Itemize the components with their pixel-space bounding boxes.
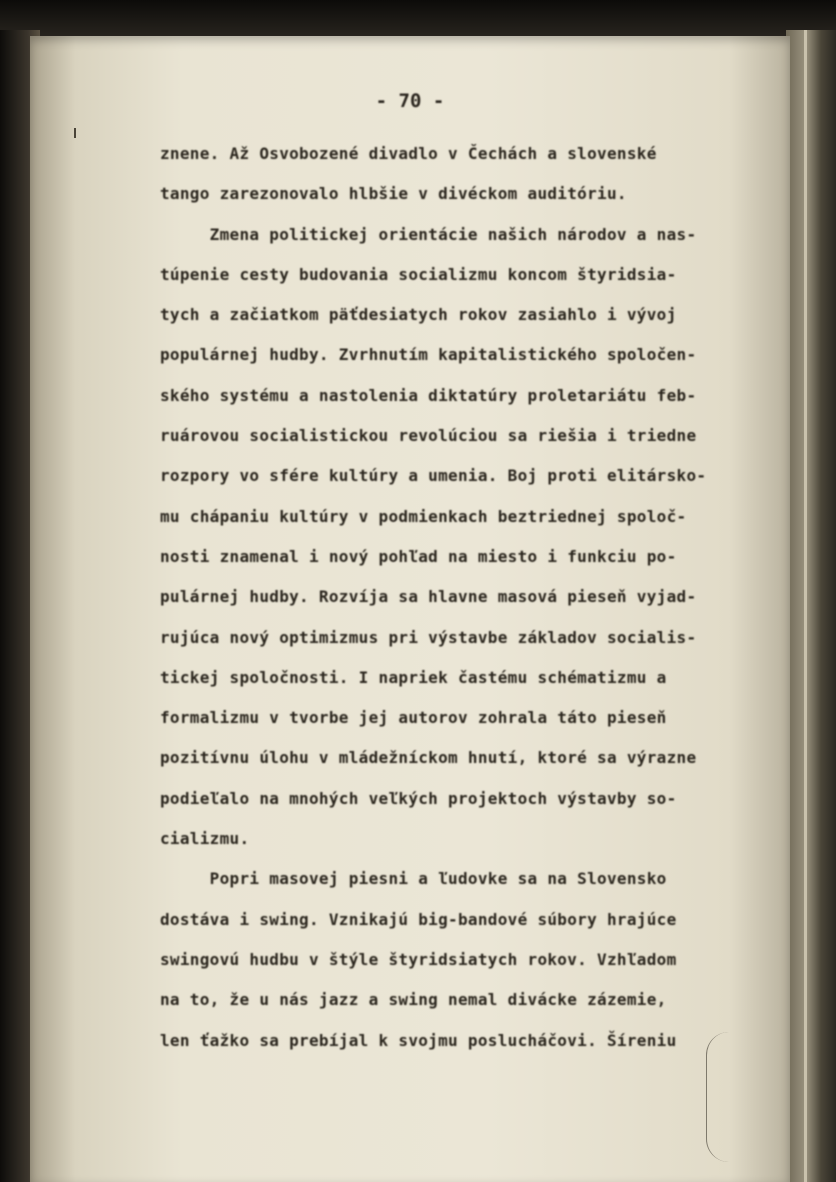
page-stack-edge [786, 30, 836, 1182]
margin-mark [74, 128, 76, 138]
text-line: swingovú hudbu v štýle štyridsiatych rokov. Vzhľadom [160, 949, 677, 969]
text-line: pozitívnu úlohu v mládežníckom hnutí, ktoré sa výrazne [160, 748, 697, 768]
text-line: formalizmu v tvorbe jej autorov zohrala táto pieseň [160, 708, 667, 728]
text-line: dostáva i swing. Vznikajú big-bandové súbory hrajúce [160, 909, 677, 929]
text-line: znene. Až Osvobozené divadlo v Čechách a slovenské [160, 144, 657, 163]
text-line: túpenie cesty budovania socializmu koncom štyridsia- [160, 264, 677, 284]
text-line: rujúca nový optimizmus pri výstavbe základov socialis- [160, 627, 697, 647]
document-page [30, 36, 790, 1182]
text-line: ského systému a nastolenia diktatúry proletariátu feb- [160, 385, 697, 405]
scan-top-edge [0, 0, 836, 40]
text-line: podieľalo na mnohých veľkých projektoch výstavby so- [160, 788, 677, 808]
text-line: len ťažko sa prebíjal k svojmu poslucháčovi. Šíreniu [160, 1030, 677, 1050]
text-line: ruárovou socialistickou revolúciou sa riešia i triedne [160, 426, 697, 446]
pencil-mark [706, 1032, 729, 1162]
text-line: cializmu. [160, 829, 250, 849]
text-line: tango zarezonovalo hlbšie v divéckom auditóriu. [160, 184, 627, 204]
text-line: rozpory vo sfére kultúry a umenia. Boj proti elitársko- [160, 466, 707, 486]
text-line: Popri masovej piesni a ľudovke sa na Slovensko [160, 869, 667, 889]
text-line: tych a začiatkom päťdesiatych rokov zasiahlo i vývoj [160, 305, 677, 325]
text-line: mu chápaniu kultúry v podmienkach beztriednej spoloč- [160, 506, 687, 526]
text-line: pulárnej hudby. Rozvíja sa hlavne masová pieseň vyjad- [160, 587, 697, 607]
text-line: populárnej hudby. Zvrhnutím kapitalistického spoločen- [160, 345, 697, 365]
text-line: tickej spoločnosti. I napriek častému schématizmu a [160, 667, 667, 687]
page-number: - 70 - [375, 90, 445, 112]
text-line: nosti znamenal i nový pohľad na miesto i funkciu po- [160, 546, 677, 566]
body-text [160, 134, 760, 1061]
text-line: na to, že u nás jazz a swing nemal divácke zázemie, [160, 990, 667, 1010]
text-line: Zmena politickej orientácie našich národov a nas- [160, 224, 697, 244]
